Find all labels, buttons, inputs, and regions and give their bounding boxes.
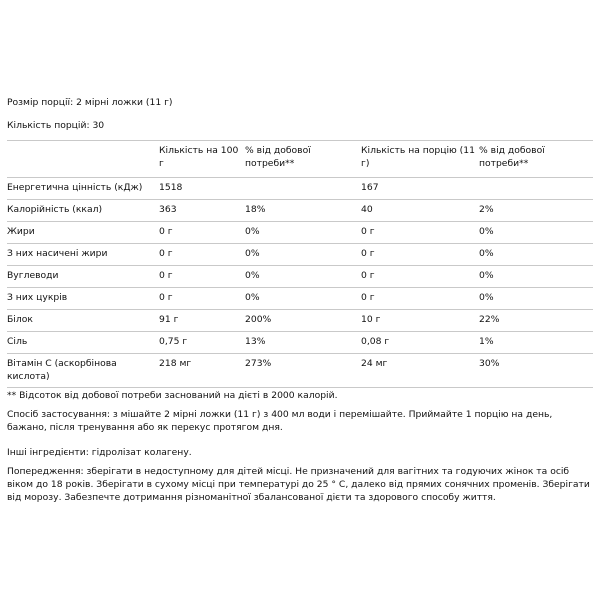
- nutrient-name: З них цукрів: [7, 288, 159, 310]
- table-row: [7, 178, 593, 200]
- dv-per-100g: 0%: [245, 266, 361, 288]
- amount-per-100g: 0 г: [159, 244, 245, 266]
- header-nutrient: [7, 141, 159, 178]
- dv-per-100g: 18%: [245, 200, 361, 222]
- header-dv-100g: % від добової потреби**: [245, 141, 361, 178]
- table-row: [7, 222, 593, 244]
- dv-per-serving: 2%: [479, 200, 593, 222]
- nutrient-name: Жири: [7, 222, 159, 244]
- dv-per-serving: 0%: [479, 222, 593, 244]
- amount-per-100g: 91 г: [159, 310, 245, 332]
- table-row: [7, 288, 593, 310]
- table-row: [7, 354, 593, 388]
- dv-per-serving: 0%: [479, 266, 593, 288]
- amount-per-100g: 0 г: [159, 288, 245, 310]
- amount-per-serving: 0 г: [361, 266, 479, 288]
- dv-per-serving: 22%: [479, 310, 593, 332]
- amount-per-serving: 40: [361, 200, 479, 222]
- nutrient-name: З них насичені жири: [7, 244, 159, 266]
- dv-per-100g: 0%: [245, 244, 361, 266]
- nutrient-name: Енергетична цінність (кДж): [7, 178, 159, 200]
- dv-per-100g: 13%: [245, 332, 361, 354]
- dv-per-100g: 200%: [245, 310, 361, 332]
- amount-per-serving: 0,08 г: [361, 332, 479, 354]
- nutrient-name: Вітамін С (аскорбінова кислота): [7, 354, 159, 388]
- amount-per-100g: 218 мг: [159, 354, 245, 388]
- amount-per-serving: 0 г: [361, 288, 479, 310]
- usage-instructions: Спосіб застосування: з мішайте 2 мірні ложки (11 г) з 400 мл води і перемішайте. Приймайте 1 порцію на день, бажано, після тренування або як перекус протягом дня.: [7, 409, 553, 433]
- table-row: [7, 266, 593, 288]
- amount-per-100g: 0 г: [159, 222, 245, 244]
- daily-value-footnote: ** Відсоток від добової потреби заснований на дієті в 2000 калорій.: [7, 390, 338, 401]
- amount-per-100g: 1518: [159, 178, 245, 200]
- nutrient-name: Вуглеводи: [7, 266, 159, 288]
- amount-per-serving: 24 мг: [361, 354, 479, 388]
- header-dv-serving: % від добової потреби**: [479, 141, 593, 178]
- nutrition-table: [7, 140, 593, 388]
- amount-per-serving: 167: [361, 178, 479, 200]
- table-row: [7, 200, 593, 222]
- amount-per-100g: 0 г: [159, 266, 245, 288]
- servings-count: Кількість порцій: 30: [7, 120, 105, 131]
- nutrient-name: Сіль: [7, 332, 159, 354]
- dv-per-100g: 273%: [245, 354, 361, 388]
- nutrient-name: Калорійність (ккал): [7, 200, 159, 222]
- dv-per-serving: [479, 178, 593, 200]
- dv-per-serving: 0%: [479, 288, 593, 310]
- amount-per-serving: 10 г: [361, 310, 479, 332]
- dv-per-100g: [245, 178, 361, 200]
- amount-per-serving: 0 г: [361, 244, 479, 266]
- amount-per-100g: 0,75 г: [159, 332, 245, 354]
- table-row: [7, 310, 593, 332]
- dv-per-serving: 30%: [479, 354, 593, 388]
- dv-per-100g: 0%: [245, 288, 361, 310]
- amount-per-serving: 0 г: [361, 222, 479, 244]
- dv-per-100g: 0%: [245, 222, 361, 244]
- table-row: [7, 244, 593, 266]
- dv-per-serving: 0%: [479, 244, 593, 266]
- warnings-text: Попередження: зберігати в недоступному для дітей місці. Не призначений для вагітних та годуючих жінок та осіб віком до 18 років. Зберігати в сухому місці при температурі до 25 ° С, далеко від прямих сонячних променів. Зберігати від морозу. Забезпечте дотримання різноманітної збалансованої дієти та здорового способу життя.: [7, 466, 590, 503]
- table-header-row: [7, 141, 593, 178]
- header-per-serving: Кількість на порцію (11 г): [361, 141, 479, 178]
- nutrient-name: Білок: [7, 310, 159, 332]
- other-ingredients: Інші інгредієнти: гідролізат колагену.: [7, 447, 192, 458]
- header-per-100g: Кількість на 100 г: [159, 141, 245, 178]
- dv-per-serving: 1%: [479, 332, 593, 354]
- amount-per-100g: 363: [159, 200, 245, 222]
- serving-size: Розмір порції: 2 мірні ложки (11 г): [7, 97, 173, 108]
- table-row: [7, 332, 593, 354]
